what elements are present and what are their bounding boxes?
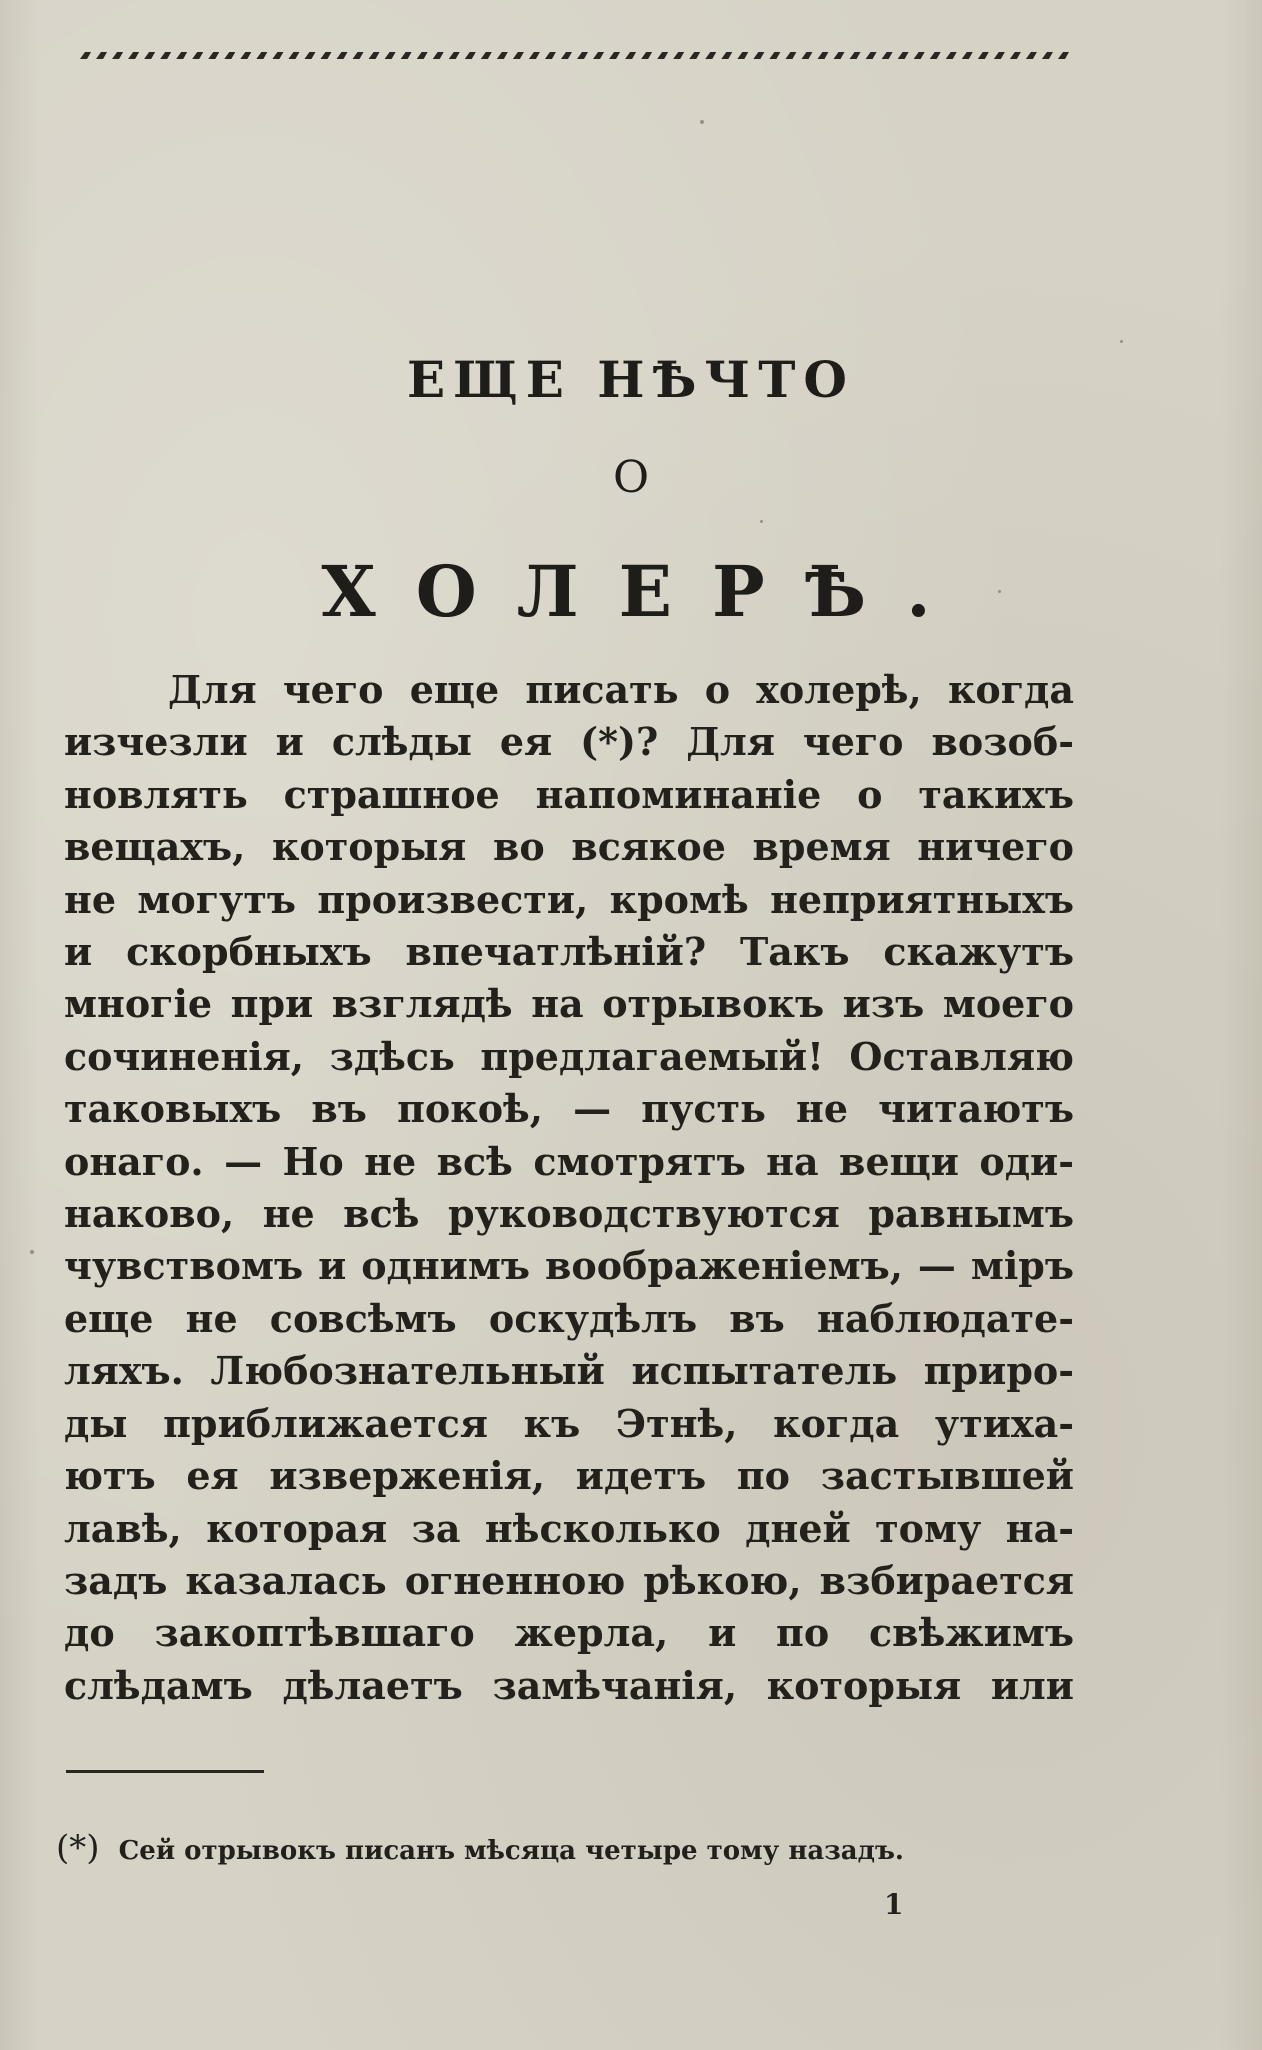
- paper-speck: [760, 520, 763, 523]
- paper-speck: [998, 590, 1001, 593]
- text-line: сочиненія, здѣсь предлагаемый! Оставляю: [64, 1033, 1074, 1079]
- text-line: еще не совсѣмъ оскудѣлъ въ наблюдате-: [64, 1295, 1074, 1341]
- ornament-mark: [417, 52, 428, 59]
- title-line-2: О: [612, 452, 650, 503]
- text-line: Для чего еще писать о холерѣ, когда: [168, 667, 1074, 712]
- ornament-mark: [609, 52, 620, 59]
- ornament-mark: [657, 52, 668, 59]
- ornament-mark: [689, 52, 700, 59]
- ornamental-rule: [78, 48, 1072, 64]
- ornament-mark: [176, 52, 187, 59]
- ornament-mark: [112, 52, 123, 59]
- text-line: онаго. — Но не всѣ смотрятъ на вещи оди-: [64, 1138, 1074, 1184]
- text-line: вещахъ, которыя во всякое время ничего: [64, 824, 1074, 870]
- ornament-mark: [481, 52, 492, 59]
- ornament-mark: [930, 52, 941, 59]
- ornament-mark: [144, 52, 155, 59]
- text-line: слѣдамъ дѣлаетъ замѣчанія, которыя или: [64, 1662, 1074, 1708]
- footnote-divider: [66, 1770, 264, 1773]
- ornament-mark: [753, 52, 764, 59]
- body-paragraph: [64, 664, 1074, 1712]
- ornament-mark: [834, 52, 845, 59]
- ornament-mark: [946, 52, 957, 59]
- ornament-mark: [737, 52, 748, 59]
- text-line: таковыхъ въ покоѣ, — пусть не читаютъ: [64, 1086, 1074, 1132]
- ornament-mark: [1058, 52, 1069, 59]
- ornament-mark: [641, 52, 652, 59]
- ornament-mark: [705, 52, 716, 59]
- text-line: и скорбныхъ впечатлѣній? Такъ скажутъ: [64, 929, 1074, 975]
- ornament-mark: [288, 52, 299, 59]
- ornament-mark: [304, 52, 315, 59]
- ornament-mark: [208, 52, 219, 59]
- ornament-mark: [385, 52, 396, 59]
- text-line: не могутъ произвести, кромѣ неприятныхъ: [64, 876, 1074, 922]
- title-line-1: ЕЩЕ НѢЧТО: [407, 350, 855, 409]
- ornament-mark: [337, 52, 348, 59]
- ornament-mark: [962, 52, 973, 59]
- ornament-mark: [769, 52, 780, 59]
- ornament-mark: [850, 52, 861, 59]
- text-line: ютъ ея изверженія, идетъ по застывшей: [64, 1453, 1074, 1499]
- ornament-mark: [561, 52, 572, 59]
- text-line: до закоптѣвшаго жерла, и по свѣжимъ: [64, 1610, 1074, 1656]
- ornament-mark: [224, 52, 235, 59]
- ornament-mark: [882, 52, 893, 59]
- text-line: лавѣ, которая за нѣсколько дней тому на-: [64, 1505, 1074, 1551]
- text-line: изчезли и слѣды ея (*)? Для чего возоб-: [64, 719, 1074, 765]
- ornament-mark: [433, 52, 444, 59]
- ornament-mark: [529, 52, 540, 59]
- ornament-mark: [817, 52, 828, 59]
- ornament-mark: [256, 52, 267, 59]
- ornament-mark: [721, 52, 732, 59]
- ornament-mark: [625, 52, 636, 59]
- text-line: многіе при взглядѣ на отрывокъ изъ моего: [64, 981, 1074, 1027]
- paper-speck: [700, 120, 704, 124]
- ornament-mark: [914, 52, 925, 59]
- ornament-mark: [1042, 52, 1053, 59]
- ornament-mark: [898, 52, 909, 59]
- ornament-mark: [449, 52, 460, 59]
- ornament-mark: [994, 52, 1005, 59]
- text-line: задъ казалась огненною рѣкою, взбирается: [64, 1557, 1074, 1603]
- footnote: [56, 1828, 1066, 1868]
- text-line: новлять страшное напоминаніе о такихъ: [64, 771, 1074, 817]
- ornament-mark: [272, 52, 283, 59]
- ornament-mark: [497, 52, 508, 59]
- ornament-mark: [80, 52, 91, 59]
- page-number: 1: [884, 1888, 904, 1921]
- ornament-mark: [577, 52, 588, 59]
- ornament-mark: [978, 52, 989, 59]
- ornament-mark: [192, 52, 203, 59]
- ornament-mark: [513, 52, 524, 59]
- text-line: ляхъ. Любознательный испытатель приро-: [64, 1348, 1074, 1394]
- ornament-mark: [320, 52, 331, 59]
- ornament-mark: [96, 52, 107, 59]
- ornament-mark: [401, 52, 412, 59]
- ornament-mark: [866, 52, 877, 59]
- ornament-mark: [369, 52, 380, 59]
- ornament-mark: [128, 52, 139, 59]
- ornament-mark: [1010, 52, 1021, 59]
- ornament-mark: [801, 52, 812, 59]
- text-line: чувствомъ и однимъ воображеніемъ, — міръ: [64, 1243, 1074, 1289]
- ornament-mark: [465, 52, 476, 59]
- paper-speck: [1120, 340, 1123, 343]
- text-line: наково, не всѣ руководствуются равнымъ: [64, 1191, 1074, 1237]
- ornament-mark: [673, 52, 684, 59]
- ornament-mark: [240, 52, 251, 59]
- ornament-mark: [593, 52, 604, 59]
- ornament-mark: [1026, 52, 1037, 59]
- text-line: ды приближается къ Этнѣ, когда утиха-: [64, 1400, 1074, 1446]
- ornament-mark: [353, 52, 364, 59]
- ornament-mark: [785, 52, 796, 59]
- footnote-marker: (*): [56, 1828, 100, 1868]
- paper-speck: [30, 1250, 34, 1254]
- ornament-mark: [545, 52, 556, 59]
- title-line-3: ХОЛЕРѢ.: [321, 550, 971, 633]
- footnote-text: Сей отрывокъ писанъ мѣсяца четыре тому назадъ.: [118, 1836, 904, 1866]
- ornament-mark: [160, 52, 171, 59]
